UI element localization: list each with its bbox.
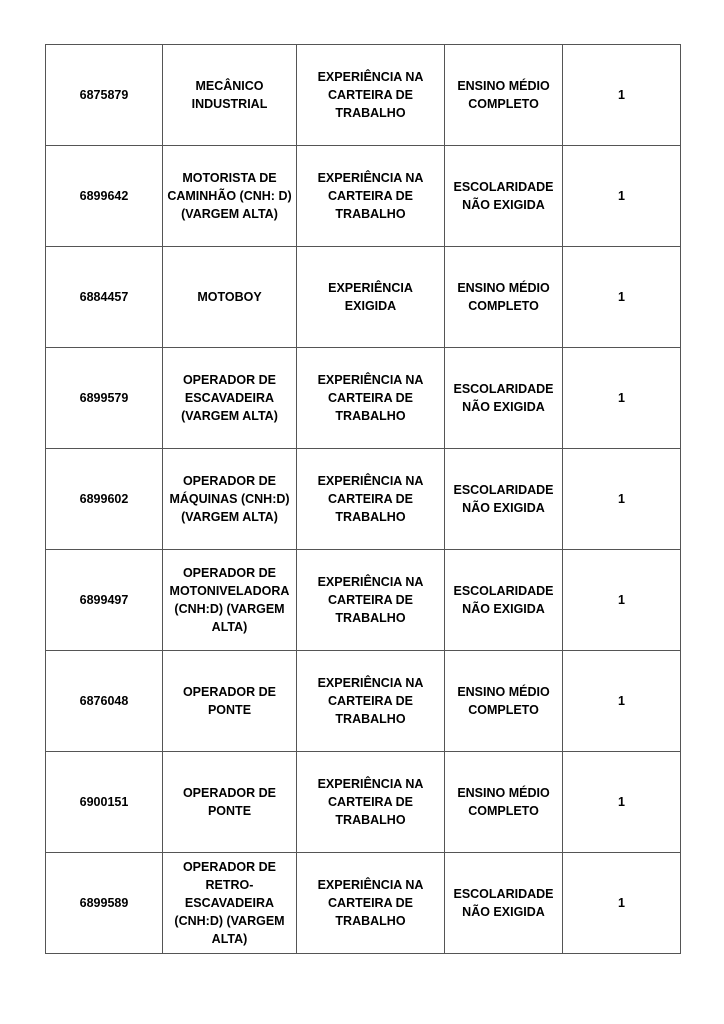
job-title: OPERADOR DE MOTONIVELADORA (CNH:D) (VARGEM ALTA)	[163, 550, 297, 651]
job-vacancies: 1	[563, 853, 681, 954]
job-experience: EXPERIÊNCIA NA CARTEIRA DE TRABALHO	[297, 449, 445, 550]
job-code: 6899497	[46, 550, 163, 651]
job-code: 6899602	[46, 449, 163, 550]
job-experience: EXPERIÊNCIA NA CARTEIRA DE TRABALHO	[297, 146, 445, 247]
job-education: ENSINO MÉDIO COMPLETO	[445, 45, 563, 146]
table-row	[46, 348, 681, 449]
job-education: ENSINO MÉDIO COMPLETO	[445, 752, 563, 853]
job-education: ENSINO MÉDIO COMPLETO	[445, 651, 563, 752]
job-education: ESCOLARIDADE NÃO EXIGIDA	[445, 146, 563, 247]
job-title: OPERADOR DE ESCAVADEIRA (VARGEM ALTA)	[163, 348, 297, 449]
job-vacancies: 1	[563, 651, 681, 752]
table-row	[46, 651, 681, 752]
job-code: 6875879	[46, 45, 163, 146]
job-title: OPERADOR DE PONTE	[163, 752, 297, 853]
job-experience: EXPERIÊNCIA EXIGIDA	[297, 247, 445, 348]
job-vacancies: 1	[563, 752, 681, 853]
table-row	[46, 853, 681, 954]
job-code: 6899589	[46, 853, 163, 954]
job-vacancies: 1	[563, 449, 681, 550]
job-education: ESCOLARIDADE NÃO EXIGIDA	[445, 550, 563, 651]
job-experience: EXPERIÊNCIA NA CARTEIRA DE TRABALHO	[297, 752, 445, 853]
table-row	[46, 449, 681, 550]
job-education: ENSINO MÉDIO COMPLETO	[445, 247, 563, 348]
table-row	[46, 550, 681, 651]
job-experience: EXPERIÊNCIA NA CARTEIRA DE TRABALHO	[297, 45, 445, 146]
table-row	[46, 45, 681, 146]
job-code: 6899642	[46, 146, 163, 247]
job-vacancies: 1	[563, 247, 681, 348]
job-vacancies: 1	[563, 348, 681, 449]
table-row	[46, 752, 681, 853]
job-experience: EXPERIÊNCIA NA CARTEIRA DE TRABALHO	[297, 348, 445, 449]
job-vacancies: 1	[563, 146, 681, 247]
job-openings-table	[45, 44, 681, 954]
job-code: 6884457	[46, 247, 163, 348]
job-education: ESCOLARIDADE NÃO EXIGIDA	[445, 348, 563, 449]
job-vacancies: 1	[563, 45, 681, 146]
job-title: MOTOBOY	[163, 247, 297, 348]
table-row	[46, 247, 681, 348]
job-title: OPERADOR DE RETRO-ESCAVADEIRA (CNH:D) (VARGEM ALTA)	[163, 853, 297, 954]
job-vacancies: 1	[563, 550, 681, 651]
job-code: 6899579	[46, 348, 163, 449]
job-education: ESCOLARIDADE NÃO EXIGIDA	[445, 449, 563, 550]
job-experience: EXPERIÊNCIA NA CARTEIRA DE TRABALHO	[297, 651, 445, 752]
job-title: MECÂNICO INDUSTRIAL	[163, 45, 297, 146]
job-title: OPERADOR DE MÁQUINAS (CNH:D) (VARGEM ALTA)	[163, 449, 297, 550]
job-title: MOTORISTA DE CAMINHÃO (CNH: D) (VARGEM ALTA)	[163, 146, 297, 247]
job-code: 6876048	[46, 651, 163, 752]
job-experience: EXPERIÊNCIA NA CARTEIRA DE TRABALHO	[297, 550, 445, 651]
job-experience: EXPERIÊNCIA NA CARTEIRA DE TRABALHO	[297, 853, 445, 954]
table-row	[46, 146, 681, 247]
job-code: 6900151	[46, 752, 163, 853]
job-education: ESCOLARIDADE NÃO EXIGIDA	[445, 853, 563, 954]
job-title: OPERADOR DE PONTE	[163, 651, 297, 752]
